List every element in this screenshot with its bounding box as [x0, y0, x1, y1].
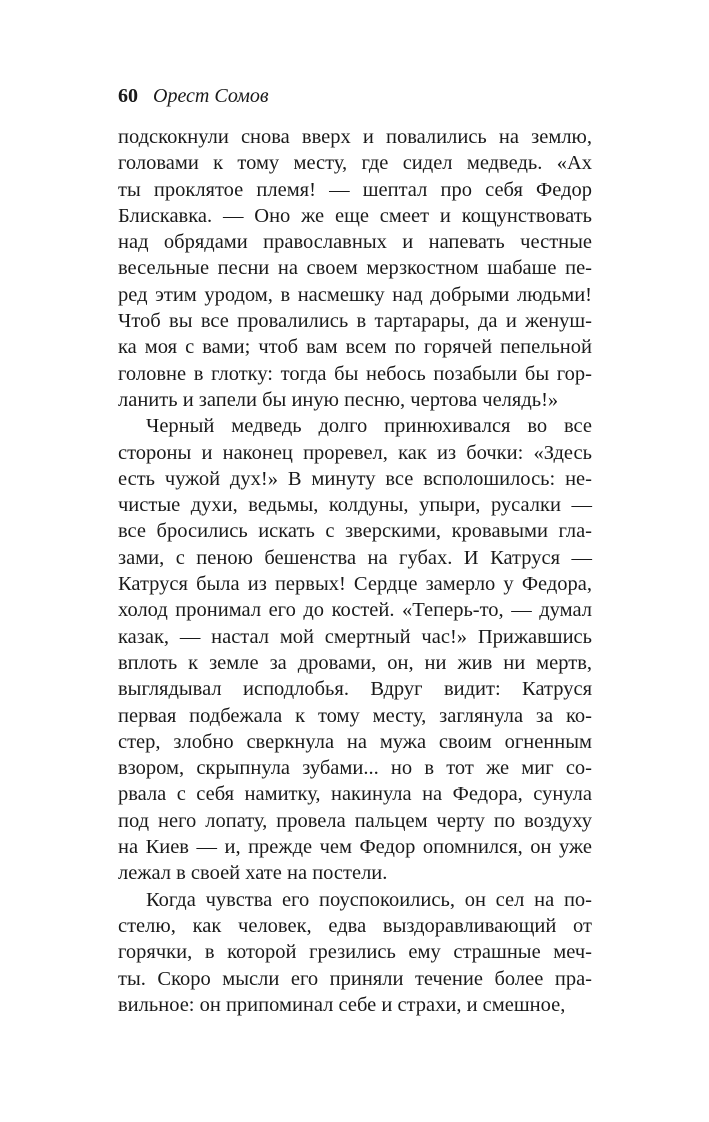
- paragraph: [118, 887, 592, 1018]
- text-line: взором, скрыпнула зубами... но в тот же миг со-: [118, 757, 592, 780]
- text-line: головне в глотку: тогда бы небось позабыли бы гор-: [118, 362, 592, 385]
- text-line: Чтоб вы все провалились в тартарары, да и женуш-: [118, 310, 592, 333]
- page-number: 60: [118, 85, 138, 107]
- text-line: вильное: он припоминал себе и страхи, и смешное,: [118, 993, 566, 1016]
- text-line: казак, — настал мой смертный час!» Прижавшись: [118, 625, 592, 648]
- text-line: весельные песни на своем мерзкостном шабаше пе-: [118, 257, 592, 280]
- text-line: чистые духи, ведьмы, колдуны, упыри, русалки —: [118, 494, 592, 517]
- running-head-author: Орест Сомов: [153, 85, 269, 107]
- text-line: ред этим уродом, в насмешку над добрыми людьми!: [118, 283, 592, 306]
- text-line: Черный медведь долго принюхивался во все: [146, 415, 592, 438]
- running-head: [118, 84, 269, 108]
- text-line: Катруся была из первых! Сердце замерло у Федора,: [118, 573, 592, 596]
- text-line: стелю, как человек, едва выздоравливающий от: [118, 914, 592, 937]
- text-line: все бросились искать с зверскими, кровавыми гла-: [118, 520, 592, 543]
- text-line: ланить и запели бы иную песню, чертова челядь!»: [118, 388, 559, 411]
- text-line: под него лопату, провела пальцем черту по воздуху: [118, 809, 592, 832]
- text-line: над обрядами православных и напевать честные: [118, 231, 592, 254]
- text-line: Блискавка. — Оно же еще смеет и кощунствовать: [118, 204, 592, 227]
- text-line: есть чужой дух!» В минуту все всполошилось: не-: [118, 467, 592, 490]
- text-line: выглядывал исподлобья. Вдруг видит: Катруся: [118, 678, 592, 701]
- text-line: лежал в своей хате на постели.: [118, 862, 388, 885]
- text-line: ка моя с вами; чтоб вам всем по горячей пепельной: [118, 336, 592, 359]
- paragraph: [118, 124, 592, 413]
- body-text: [118, 124, 592, 1018]
- text-line: головами к тому месту, где сидел медведь. «Ах: [118, 152, 592, 175]
- text-line: подскокнули снова вверх и повалились на землю,: [118, 126, 592, 148]
- text-line: вплоть к земле за дровами, он, ни жив ни мертв,: [118, 651, 592, 674]
- text-line: на Киев — и, прежде чем Федор опомнился, он уже: [118, 836, 592, 859]
- text-line: ты проклятое племя! — шептал про себя Федор: [118, 178, 592, 201]
- text-line: стер, злобно сверкнула на мужа своим огненным: [118, 730, 592, 753]
- text-line: первая подбежала к тому месту, заглянула за ко-: [118, 704, 592, 727]
- text-line: рвала с себя намитку, накинула на Федора, сунула: [118, 783, 592, 806]
- text-line: зами, с пеною бешенства на губах. И Катруся —: [118, 546, 592, 569]
- text-line: горячки, в которой грезились ему страшные меч-: [118, 941, 592, 964]
- text-line: Когда чувства его поуспокоились, он сел на по-: [146, 888, 592, 911]
- text-line: холод пронимал его до костей. «Теперь-то, — думал: [118, 599, 592, 622]
- text-line: ты. Скоро мысли его приняли течение более пра-: [118, 967, 592, 990]
- text-line: стороны и наконец проревел, как из бочки: «Здесь: [118, 441, 592, 464]
- paragraph: [118, 413, 592, 886]
